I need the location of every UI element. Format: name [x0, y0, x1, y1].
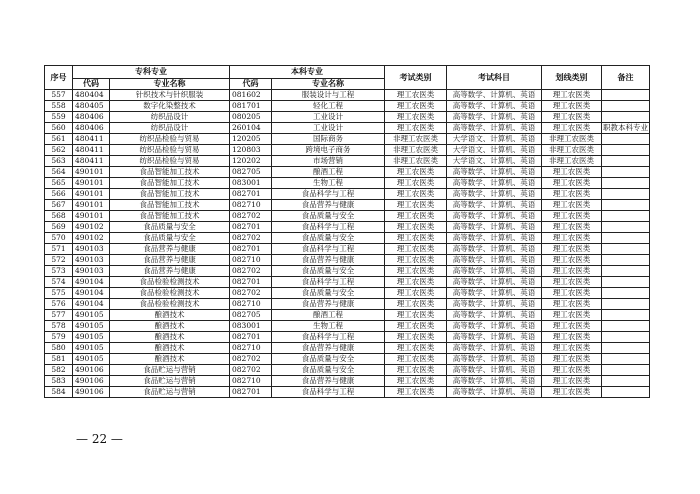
cell-subjects: 高等数学、计算机、英语	[447, 365, 542, 376]
cell-line-type: 非理工农医类	[542, 156, 602, 167]
header-bk-name: 专业名称	[272, 79, 385, 90]
cell-bk-name: 食品科学与工程	[272, 332, 385, 343]
cell-note	[602, 321, 650, 332]
cell-zk-name: 针织技术与针织服装	[110, 90, 230, 101]
cell-exam-type: 理工农医类	[385, 288, 447, 299]
cell-zk-code: 490102	[73, 233, 110, 244]
cell-exam-type: 理工农医类	[385, 189, 447, 200]
cell-zk-code: 490101	[73, 211, 110, 222]
cell-bk-code: 082702	[230, 365, 272, 376]
cell-zk-name: 食品检验检测技术	[110, 277, 230, 288]
cell-subjects: 高等数学、计算机、英语	[447, 387, 542, 398]
cell-bk-name: 市场营销	[272, 156, 385, 167]
cell-seq: 583	[45, 376, 73, 387]
cell-note	[602, 376, 650, 387]
cell-line-type: 理工农医类	[542, 233, 602, 244]
cell-bk-name: 酿酒工程	[272, 167, 385, 178]
cell-seq: 569	[45, 222, 73, 233]
header-exam-subjects: 考试科目	[447, 66, 542, 90]
cell-line-type: 理工农医类	[542, 222, 602, 233]
cell-zk-name: 酿酒技术	[110, 354, 230, 365]
cell-subjects: 高等数学、计算机、英语	[447, 376, 542, 387]
cell-zk-name: 纺织品检验与贸易	[110, 156, 230, 167]
cell-bk-name: 食品科学与工程	[272, 387, 385, 398]
cell-zk-name: 数字化染整技术	[110, 101, 230, 112]
cell-bk-code: 082702	[230, 288, 272, 299]
cell-seq: 564	[45, 167, 73, 178]
cell-zk-code: 490101	[73, 167, 110, 178]
cell-zk-name: 食品智能加工技术	[110, 167, 230, 178]
cell-subjects: 高等数学、计算机、英语	[447, 90, 542, 101]
cell-line-type: 理工农医类	[542, 365, 602, 376]
cell-note	[602, 266, 650, 277]
cell-exam-type: 理工农医类	[385, 365, 447, 376]
cell-zk-name: 酿酒技术	[110, 343, 230, 354]
cell-note	[602, 112, 650, 123]
table-row	[45, 321, 650, 332]
cell-subjects: 高等数学、计算机、英语	[447, 222, 542, 233]
cell-bk-code: 082702	[230, 354, 272, 365]
cell-subjects: 高等数学、计算机、英语	[447, 277, 542, 288]
cell-exam-type: 理工农医类	[385, 354, 447, 365]
cell-line-type: 理工农医类	[542, 321, 602, 332]
cell-bk-code: 120202	[230, 156, 272, 167]
table-row	[45, 178, 650, 189]
cell-zk-code: 490106	[73, 365, 110, 376]
cell-bk-code: 082710	[230, 343, 272, 354]
table-row	[45, 112, 650, 123]
cell-bk-code: 082701	[230, 189, 272, 200]
table-row	[45, 310, 650, 321]
cell-bk-code: 082701	[230, 222, 272, 233]
cell-seq: 566	[45, 189, 73, 200]
cell-subjects: 高等数学、计算机、英语	[447, 178, 542, 189]
cell-bk-name: 食品质量与安全	[272, 288, 385, 299]
cell-zk-name: 食品营养与健康	[110, 266, 230, 277]
cell-zk-name: 食品贮运与营销	[110, 376, 230, 387]
cell-subjects: 高等数学、计算机、英语	[447, 200, 542, 211]
cell-bk-name: 服装设计与工程	[272, 90, 385, 101]
header-note: 备注	[602, 66, 650, 90]
cell-bk-name: 食品质量与安全	[272, 354, 385, 365]
page-number: — 22 —	[76, 432, 123, 446]
cell-seq: 558	[45, 101, 73, 112]
cell-bk-name: 食品营养与健康	[272, 200, 385, 211]
cell-seq: 568	[45, 211, 73, 222]
cell-subjects: 大学语文、计算机、英语	[447, 156, 542, 167]
cell-zk-code: 490103	[73, 244, 110, 255]
cell-seq: 562	[45, 145, 73, 156]
cell-bk-name: 酿酒工程	[272, 310, 385, 321]
cell-subjects: 高等数学、计算机、英语	[447, 233, 542, 244]
cell-zk-code: 490101	[73, 189, 110, 200]
cell-note	[602, 233, 650, 244]
header-zk-code: 代码	[73, 79, 110, 90]
cell-seq: 582	[45, 365, 73, 376]
cell-note	[602, 189, 650, 200]
cell-zk-code: 490105	[73, 343, 110, 354]
cell-note	[602, 255, 650, 266]
cell-exam-type: 理工农医类	[385, 332, 447, 343]
cell-zk-name: 食品质量与安全	[110, 222, 230, 233]
cell-seq: 559	[45, 112, 73, 123]
cell-subjects: 高等数学、计算机、英语	[447, 343, 542, 354]
cell-bk-name: 生物工程	[272, 321, 385, 332]
cell-zk-code: 490104	[73, 277, 110, 288]
cell-exam-type: 理工农医类	[385, 266, 447, 277]
cell-zk-name: 纺织品设计	[110, 112, 230, 123]
cell-zk-code: 480404	[73, 90, 110, 101]
cell-line-type: 理工农医类	[542, 266, 602, 277]
cell-bk-name: 国际商务	[272, 134, 385, 145]
cell-line-type: 理工农医类	[542, 178, 602, 189]
cell-line-type: 理工农医类	[542, 288, 602, 299]
cell-bk-code: 082710	[230, 200, 272, 211]
cell-zk-name: 纺织品设计	[110, 123, 230, 134]
cell-note	[602, 365, 650, 376]
table-row	[45, 277, 650, 288]
cell-note	[602, 244, 650, 255]
table-row	[45, 365, 650, 376]
cell-bk-code: 082701	[230, 277, 272, 288]
cell-bk-code: 083001	[230, 178, 272, 189]
cell-zk-name: 酿酒技术	[110, 310, 230, 321]
header-row-1	[45, 66, 650, 79]
cell-zk-code: 480405	[73, 101, 110, 112]
cell-zk-code: 490101	[73, 200, 110, 211]
cell-exam-type: 理工农医类	[385, 299, 447, 310]
cell-bk-name: 食品科学与工程	[272, 189, 385, 200]
cell-line-type: 理工农医类	[542, 167, 602, 178]
cell-bk-name: 食品科学与工程	[272, 222, 385, 233]
cell-line-type: 理工农医类	[542, 343, 602, 354]
table-row	[45, 101, 650, 112]
cell-bk-code: 081701	[230, 101, 272, 112]
cell-exam-type: 理工农医类	[385, 376, 447, 387]
cell-subjects: 大学语文、计算机、英语	[447, 145, 542, 156]
cell-zk-code: 480411	[73, 156, 110, 167]
cell-zk-name: 纺织品检验与贸易	[110, 134, 230, 145]
cell-zk-code: 490105	[73, 332, 110, 343]
table-row	[45, 156, 650, 167]
cell-bk-code: 082701	[230, 244, 272, 255]
cell-note	[602, 134, 650, 145]
cell-line-type: 理工农医类	[542, 123, 602, 134]
cell-zk-code: 490106	[73, 376, 110, 387]
cell-bk-name: 工业设计	[272, 123, 385, 134]
cell-bk-name: 跨境电子商务	[272, 145, 385, 156]
cell-line-type: 非理工农医类	[542, 134, 602, 145]
cell-exam-type: 理工农医类	[385, 343, 447, 354]
cell-line-type: 理工农医类	[542, 376, 602, 387]
cell-line-type: 理工农医类	[542, 299, 602, 310]
cell-note	[602, 90, 650, 101]
cell-zk-code: 490104	[73, 299, 110, 310]
cell-bk-name: 食品营养与健康	[272, 376, 385, 387]
table-row	[45, 244, 650, 255]
cell-seq: 567	[45, 200, 73, 211]
cell-zk-code: 490104	[73, 288, 110, 299]
cell-exam-type: 理工农医类	[385, 310, 447, 321]
cell-note	[602, 200, 650, 211]
cell-seq: 563	[45, 156, 73, 167]
cell-note	[602, 332, 650, 343]
cell-note	[602, 277, 650, 288]
cell-exam-type: 理工农医类	[385, 244, 447, 255]
cell-subjects: 高等数学、计算机、英语	[447, 288, 542, 299]
header-zk-name: 专业名称	[110, 79, 230, 90]
cell-zk-name: 食品贮运与营销	[110, 387, 230, 398]
cell-exam-type: 理工农医类	[385, 222, 447, 233]
table-row	[45, 266, 650, 277]
cell-zk-code: 490103	[73, 266, 110, 277]
cell-note	[602, 299, 650, 310]
cell-bk-name: 食品营养与健康	[272, 299, 385, 310]
cell-bk-name: 工业设计	[272, 112, 385, 123]
cell-note	[602, 343, 650, 354]
cell-exam-type: 理工农医类	[385, 233, 447, 244]
cell-exam-type: 理工农医类	[385, 123, 447, 134]
cell-bk-code: 083001	[230, 321, 272, 332]
table-row	[45, 167, 650, 178]
cell-note	[602, 310, 650, 321]
cell-zk-code: 490105	[73, 310, 110, 321]
cell-seq: 580	[45, 343, 73, 354]
cell-line-type: 非理工农医类	[542, 145, 602, 156]
cell-zk-name: 纺织品检验与贸易	[110, 145, 230, 156]
cell-note	[602, 354, 650, 365]
cell-subjects: 高等数学、计算机、英语	[447, 244, 542, 255]
table-row	[45, 200, 650, 211]
cell-subjects: 高等数学、计算机、英语	[447, 101, 542, 112]
cell-seq: 578	[45, 321, 73, 332]
cell-zk-code: 490102	[73, 222, 110, 233]
table-row	[45, 90, 650, 101]
cell-bk-code: 082705	[230, 167, 272, 178]
header-zhuanke: 专科专业	[73, 66, 230, 79]
table-row	[45, 332, 650, 343]
cell-note	[602, 387, 650, 398]
cell-zk-code: 490105	[73, 321, 110, 332]
table-body	[45, 90, 650, 398]
cell-seq: 560	[45, 123, 73, 134]
cell-exam-type: 非理工农医类	[385, 156, 447, 167]
table-row	[45, 134, 650, 145]
cell-exam-type: 理工农医类	[385, 200, 447, 211]
cell-exam-type: 理工农医类	[385, 277, 447, 288]
cell-zk-name: 食品智能加工技术	[110, 189, 230, 200]
cell-zk-code: 480411	[73, 145, 110, 156]
cell-exam-type: 理工农医类	[385, 211, 447, 222]
cell-zk-name: 酿酒技术	[110, 332, 230, 343]
cell-line-type: 理工农医类	[542, 310, 602, 321]
cell-subjects: 高等数学、计算机、英语	[447, 167, 542, 178]
cell-bk-code: 120205	[230, 134, 272, 145]
cell-subjects: 高等数学、计算机、英语	[447, 255, 542, 266]
cell-subjects: 高等数学、计算机、英语	[447, 299, 542, 310]
cell-subjects: 高等数学、计算机、英语	[447, 332, 542, 343]
cell-zk-code: 490101	[73, 178, 110, 189]
cell-line-type: 理工农医类	[542, 277, 602, 288]
cell-bk-code: 082701	[230, 387, 272, 398]
table-row	[45, 123, 650, 134]
cell-seq: 577	[45, 310, 73, 321]
cell-zk-code: 480406	[73, 112, 110, 123]
cell-zk-name: 食品贮运与营销	[110, 365, 230, 376]
cell-bk-code: 260104	[230, 123, 272, 134]
table-row	[45, 288, 650, 299]
cell-note	[602, 167, 650, 178]
cell-exam-type: 非理工农医类	[385, 134, 447, 145]
table-row	[45, 376, 650, 387]
cell-zk-code: 490105	[73, 354, 110, 365]
table-row	[45, 255, 650, 266]
cell-seq: 572	[45, 255, 73, 266]
header-bk-code: 代码	[230, 79, 272, 90]
cell-line-type: 理工农医类	[542, 387, 602, 398]
cell-bk-code: 082705	[230, 310, 272, 321]
cell-seq: 579	[45, 332, 73, 343]
cell-zk-code: 490103	[73, 255, 110, 266]
table-row	[45, 387, 650, 398]
cell-line-type: 理工农医类	[542, 354, 602, 365]
cell-bk-name: 食品营养与健康	[272, 255, 385, 266]
cell-bk-code: 120803	[230, 145, 272, 156]
cell-bk-code: 082702	[230, 233, 272, 244]
cell-seq: 581	[45, 354, 73, 365]
cell-seq: 570	[45, 233, 73, 244]
cell-bk-code: 082710	[230, 376, 272, 387]
cell-exam-type: 理工农医类	[385, 112, 447, 123]
cell-note	[602, 211, 650, 222]
cell-subjects: 高等数学、计算机、英语	[447, 189, 542, 200]
cell-zk-name: 食品智能加工技术	[110, 200, 230, 211]
cell-seq: 574	[45, 277, 73, 288]
cell-line-type: 理工农医类	[542, 200, 602, 211]
cell-bk-code: 081602	[230, 90, 272, 101]
header-seq: 序号	[45, 66, 73, 90]
cell-note	[602, 156, 650, 167]
table-row	[45, 211, 650, 222]
cell-zk-name: 食品智能加工技术	[110, 178, 230, 189]
cell-seq: 571	[45, 244, 73, 255]
cell-exam-type: 理工农医类	[385, 178, 447, 189]
cell-bk-name: 食品质量与安全	[272, 365, 385, 376]
cell-zk-name: 食品检验检测技术	[110, 288, 230, 299]
cell-subjects: 高等数学、计算机、英语	[447, 123, 542, 134]
cell-bk-code: 082701	[230, 332, 272, 343]
cell-subjects: 高等数学、计算机、英语	[447, 310, 542, 321]
cell-bk-name: 轻化工程	[272, 101, 385, 112]
cell-exam-type: 理工农医类	[385, 167, 447, 178]
cell-line-type: 理工农医类	[542, 244, 602, 255]
cell-line-type: 理工农医类	[542, 211, 602, 222]
table-row	[45, 354, 650, 365]
cell-note	[602, 222, 650, 233]
cell-exam-type: 理工农医类	[385, 387, 447, 398]
cell-bk-code: 082702	[230, 266, 272, 277]
cell-zk-name: 食品营养与健康	[110, 244, 230, 255]
cell-bk-code: 080205	[230, 112, 272, 123]
cell-bk-code: 082702	[230, 211, 272, 222]
cell-note	[602, 145, 650, 156]
cell-subjects: 高等数学、计算机、英语	[447, 211, 542, 222]
cell-zk-code: 480411	[73, 134, 110, 145]
cell-line-type: 理工农医类	[542, 112, 602, 123]
cell-zk-name: 食品营养与健康	[110, 255, 230, 266]
cell-note	[602, 178, 650, 189]
cell-subjects: 大学语文、计算机、英语	[447, 134, 542, 145]
cell-note	[602, 288, 650, 299]
cell-bk-code: 082710	[230, 255, 272, 266]
cell-subjects: 高等数学、计算机、英语	[447, 354, 542, 365]
cell-seq: 575	[45, 288, 73, 299]
cell-bk-name: 生物工程	[272, 178, 385, 189]
cell-seq: 565	[45, 178, 73, 189]
table-row	[45, 189, 650, 200]
cell-zk-name: 酿酒技术	[110, 321, 230, 332]
table-row	[45, 233, 650, 244]
table-row	[45, 145, 650, 156]
header-benke: 本科专业	[230, 66, 385, 79]
cell-seq: 576	[45, 299, 73, 310]
cell-zk-name: 食品检验检测技术	[110, 299, 230, 310]
cell-zk-name: 食品智能加工技术	[110, 211, 230, 222]
header-line-type: 划线类别	[542, 66, 602, 90]
cell-exam-type: 理工农医类	[385, 321, 447, 332]
cell-bk-name: 食品营养与健康	[272, 343, 385, 354]
cell-bk-code: 082710	[230, 299, 272, 310]
table-row	[45, 299, 650, 310]
cell-line-type: 理工农医类	[542, 101, 602, 112]
cell-seq: 561	[45, 134, 73, 145]
cell-subjects: 高等数学、计算机、英语	[447, 112, 542, 123]
cell-zk-code: 480406	[73, 123, 110, 134]
cell-seq: 557	[45, 90, 73, 101]
cell-subjects: 高等数学、计算机、英语	[447, 266, 542, 277]
cell-note	[602, 101, 650, 112]
cell-seq: 573	[45, 266, 73, 277]
cell-bk-name: 食品科学与工程	[272, 244, 385, 255]
table-row	[45, 343, 650, 354]
cell-exam-type: 理工农医类	[385, 255, 447, 266]
cell-line-type: 理工农医类	[542, 90, 602, 101]
table-row	[45, 222, 650, 233]
cell-line-type: 理工农医类	[542, 189, 602, 200]
cell-bk-name: 食品质量与安全	[272, 233, 385, 244]
cell-exam-type: 理工农医类	[385, 90, 447, 101]
cell-exam-type: 非理工农医类	[385, 145, 447, 156]
cell-line-type: 理工农医类	[542, 255, 602, 266]
header-exam-type: 考试类别	[385, 66, 447, 90]
cell-bk-name: 食品质量与安全	[272, 211, 385, 222]
cell-exam-type: 理工农医类	[385, 101, 447, 112]
cell-subjects: 高等数学、计算机、英语	[447, 321, 542, 332]
majors-table	[44, 65, 650, 398]
cell-line-type: 理工农医类	[542, 332, 602, 343]
cell-bk-name: 食品质量与安全	[272, 266, 385, 277]
cell-seq: 584	[45, 387, 73, 398]
cell-zk-name: 食品质量与安全	[110, 233, 230, 244]
cell-note: 职教本科专业	[603, 123, 648, 132]
cell-bk-name: 食品科学与工程	[272, 277, 385, 288]
cell-zk-code: 490106	[73, 387, 110, 398]
